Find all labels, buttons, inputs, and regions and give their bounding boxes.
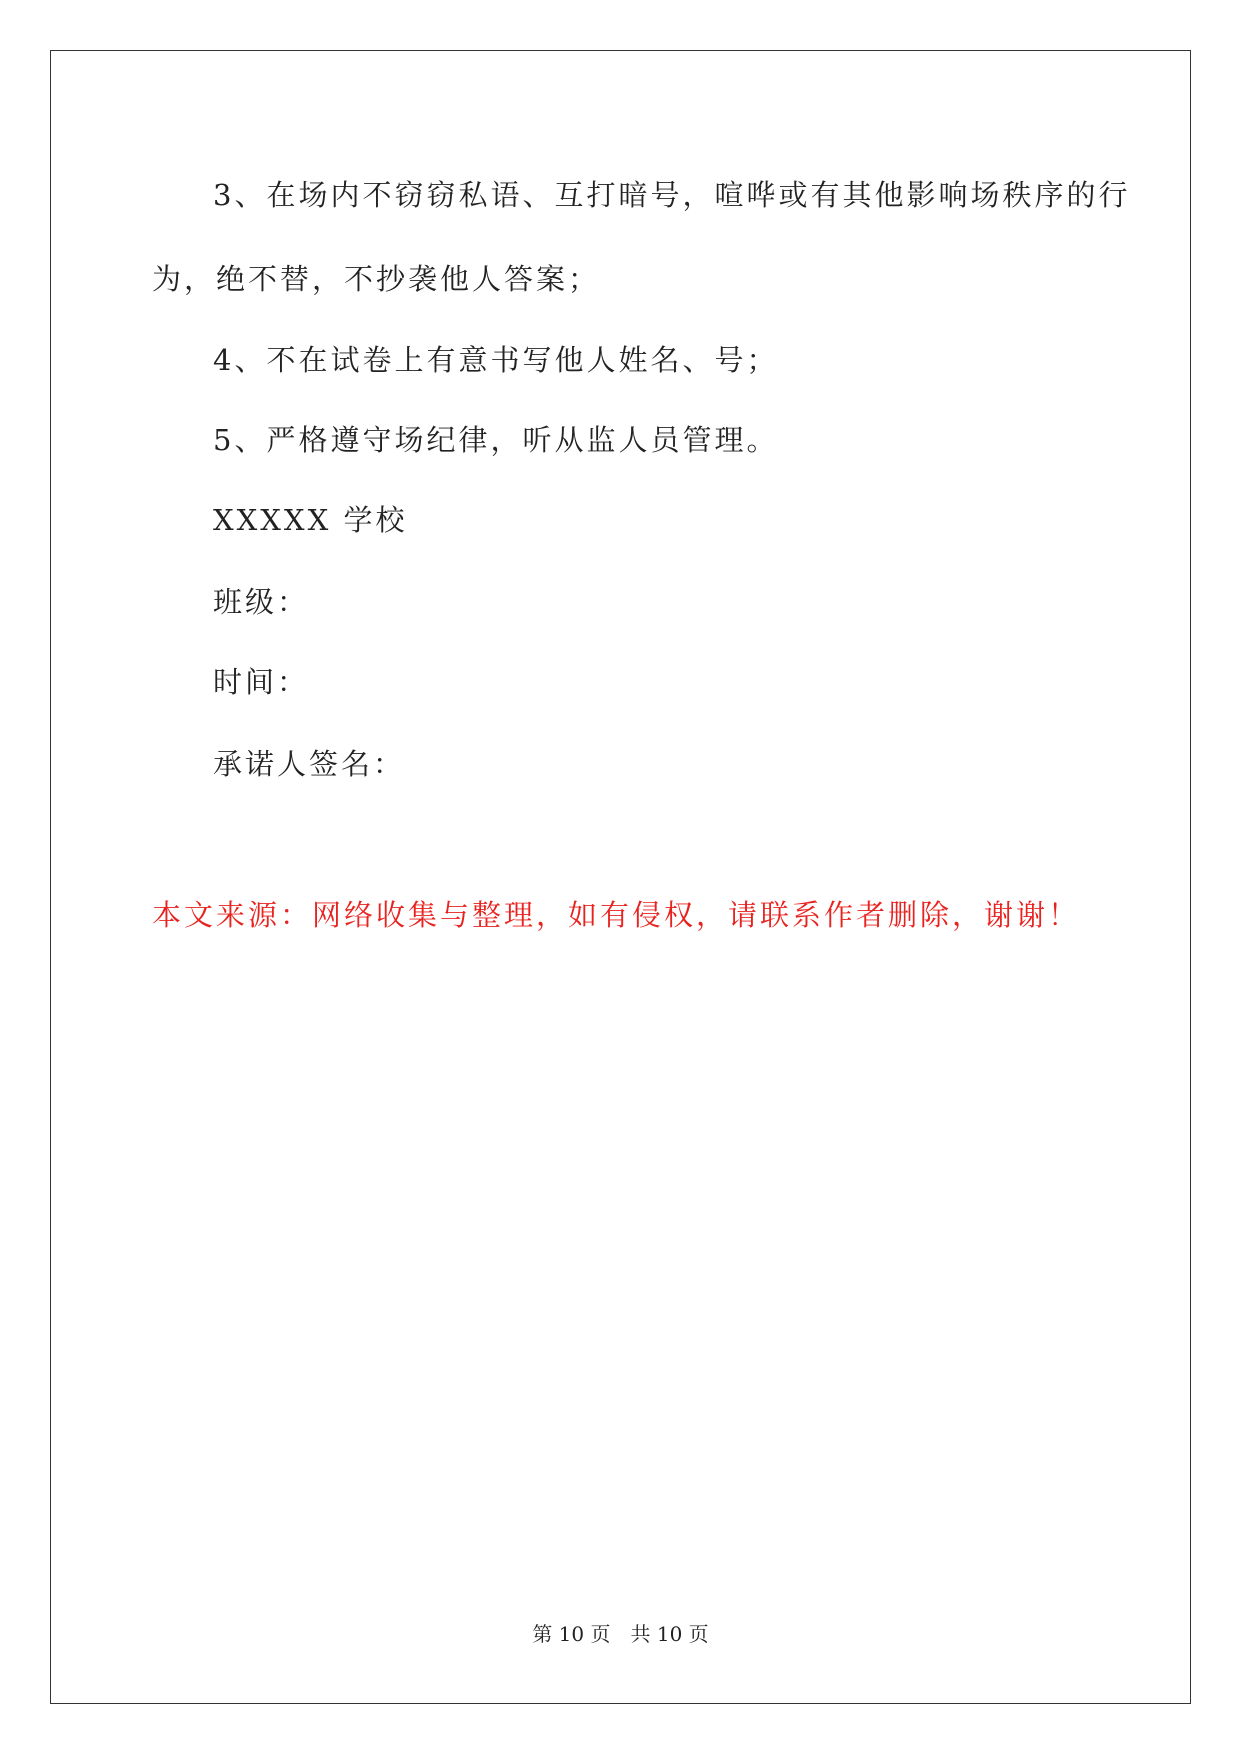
pledge-item-3-line-2: 为，绝不替，不抄袭他人答案；	[152, 262, 601, 296]
pledge-item-5: 5、严格遵守场纪律，听从监人员管理。	[213, 423, 779, 457]
pledge-item-4: 4、不在试卷上有意书写他人姓名、号；	[213, 343, 779, 377]
pledge-item-3-line-1: 3、在场内不窃窃私语、互打暗号，喧哗或有其他影响场秩序的行	[213, 178, 1131, 212]
time-label: 时间：	[213, 665, 310, 699]
school-name: XXXXX 学校	[213, 503, 408, 537]
class-label: 班级：	[213, 585, 310, 619]
page-border	[50, 50, 1191, 1704]
source-notice: 本文来源：网络收集与整理，如有侵权，请联系作者删除，谢谢！	[152, 898, 1081, 932]
signature-label: 承诺人签名：	[213, 747, 406, 781]
page-footer: 第 10 页 共 10 页	[532, 1622, 709, 1646]
